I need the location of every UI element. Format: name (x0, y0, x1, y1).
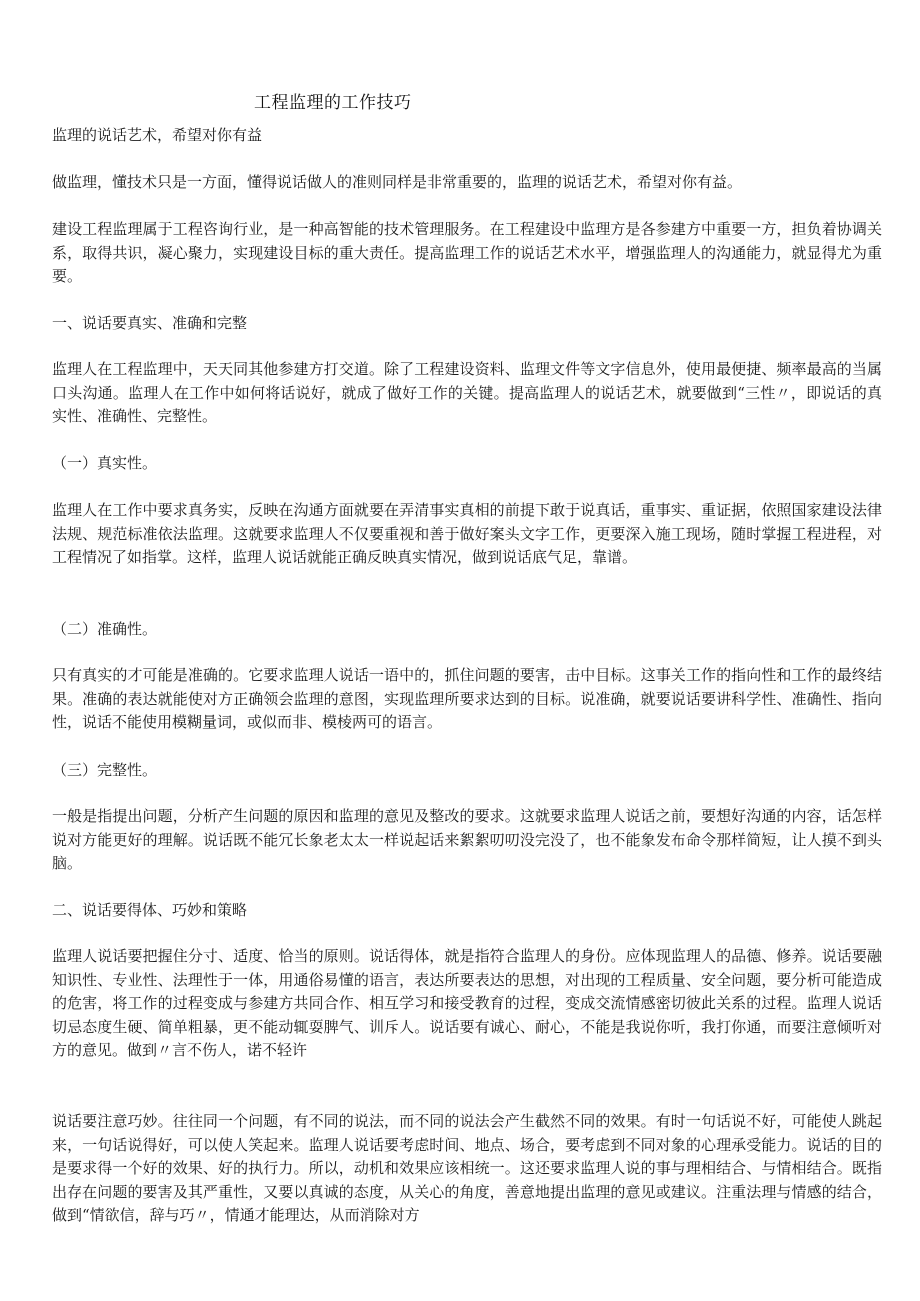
completeness-paragraph: 一般是指提出问题，分析产生问题的原因和监理的意见及整改的要求。这就要求监理人说话之前，要想好沟通的内容，话怎样说对方能更好的理解。说话既不能冗长象老太太一样说起话来絮絮叨叨没完没了，也不能象发布命令那样简短，让人摸不到头脑。 (52, 807, 882, 872)
section-1-paragraph: 监理人在工程监理中，天天同其他参建方打交道。除了工程建设资料、监理文件等文字信息外，使用最便捷、频率最高的当属口头沟通。监理人在工作中如何将话说好，就成了做好工作的关键。提高监理人的说话艺术，就要做到“三性〃，即说话的真实性、准确性、完整性。 (52, 360, 882, 425)
accuracy-paragraph: 只有真实的才可能是准确的。它要求监理人说话一语中的，抓住问题的要害，击中目标。这事关工作的指向性和工作的最终结果。准确的表达就能使对方正确领会监理的意图，实现监理所要求达到的目标。说准确，就要说话要讲科学性、准确性、指向性，说话不能使用模糊量词，或似而非、模棱两可的语言。 (52, 666, 882, 731)
appropriateness-paragraph: 监理人说话要把握住分寸、适度、恰当的原则。说话得体，就是指符合监理人的身份。应体现监理人的品德、修养。说话要融知识性、专业性、法理性于一体，用通俗易懂的语言，表达所要表达的思想，对出现的工程质量、安全问题，要分析可能造成的危害，将工作的过程变成与参建方共同合作、相互学习和接受教育的过程，变成交流情感密切彼此关系的过程。监理人说话切忌态度生硬、简单粗暴，更不能动辄耍脾气、训斥人。说话要有诚心、耐心，不能是我说你听，我打你通，而要注意倾听对方的意见。做到〃言不伤人，诺不轻许 (52, 947, 882, 1059)
subsection-heading-completeness: （三）完整性。 (52, 761, 158, 779)
subsection-heading-truthfulness: （一）真实性。 (52, 454, 158, 472)
subsection-heading-accuracy: （二）准确性。 (52, 620, 158, 638)
background-paragraph: 建设工程监理属于工程咨询行业，是一种高智能的技术管理服务。在工程建设中监理方是各参建方中重要一方，担负着协调关系，取得共识，凝心聚力，实现建设目标的重大责任。提高监理工作的说话艺术水平，增强监理人的沟通能力，就显得尤为重要。 (52, 220, 882, 285)
intro-paragraph: 做监理，懂技术只是一方面，懂得说话做人的准则同样是非常重要的，监理的说话艺术，希望对你有益。 (52, 173, 743, 191)
section-heading-2: 二、说话要得体、巧妙和策略 (52, 901, 248, 919)
truthfulness-paragraph: 监理人在工作中要求真务实，反映在沟通方面就要在弄清事实真相的前提下敢于说真话，重事实、重证据，依照国家建设法律法规、规范标准依法监理。这就要求监理人不仅要重视和善于做好案头文字工作，更要深入施工现场，随时掌握工程进程，对工程情况了如指掌。这样，监理人说话就能正确反映真实情况，做到说话底气足，靠谱。 (52, 501, 882, 566)
section-heading-1: 一、说话要真实、准确和完整 (52, 314, 248, 332)
skillfulness-paragraph: 说话要注意巧妙。往往同一个问题，有不同的说法，而不同的说法会产生截然不同的效果。有时一句话说不好，可能使人跳起来，一句话说得好，可以使人笑起来。监理人说话要考虑时间、地点、场合，要考虑到不同对象的心理承受能力。说话的目的是要求得一个好的效果、好的执行力。所以，动机和效果应该相统一。这还要求监理人说的事与理相结合、与情相结合。既指出存在问题的要害及其严重性，又要以真诚的态度，从关心的角度，善意地提出监理的意见或建议。注重法理与情感的结合，做到“情欲信，辞与巧〃，情通才能理达，从而消除对方 (52, 1112, 882, 1224)
document-title: 工程监理的工作技巧 (254, 93, 412, 113)
document-subtitle: 监理的说话艺术，希望对你有益 (52, 126, 263, 144)
